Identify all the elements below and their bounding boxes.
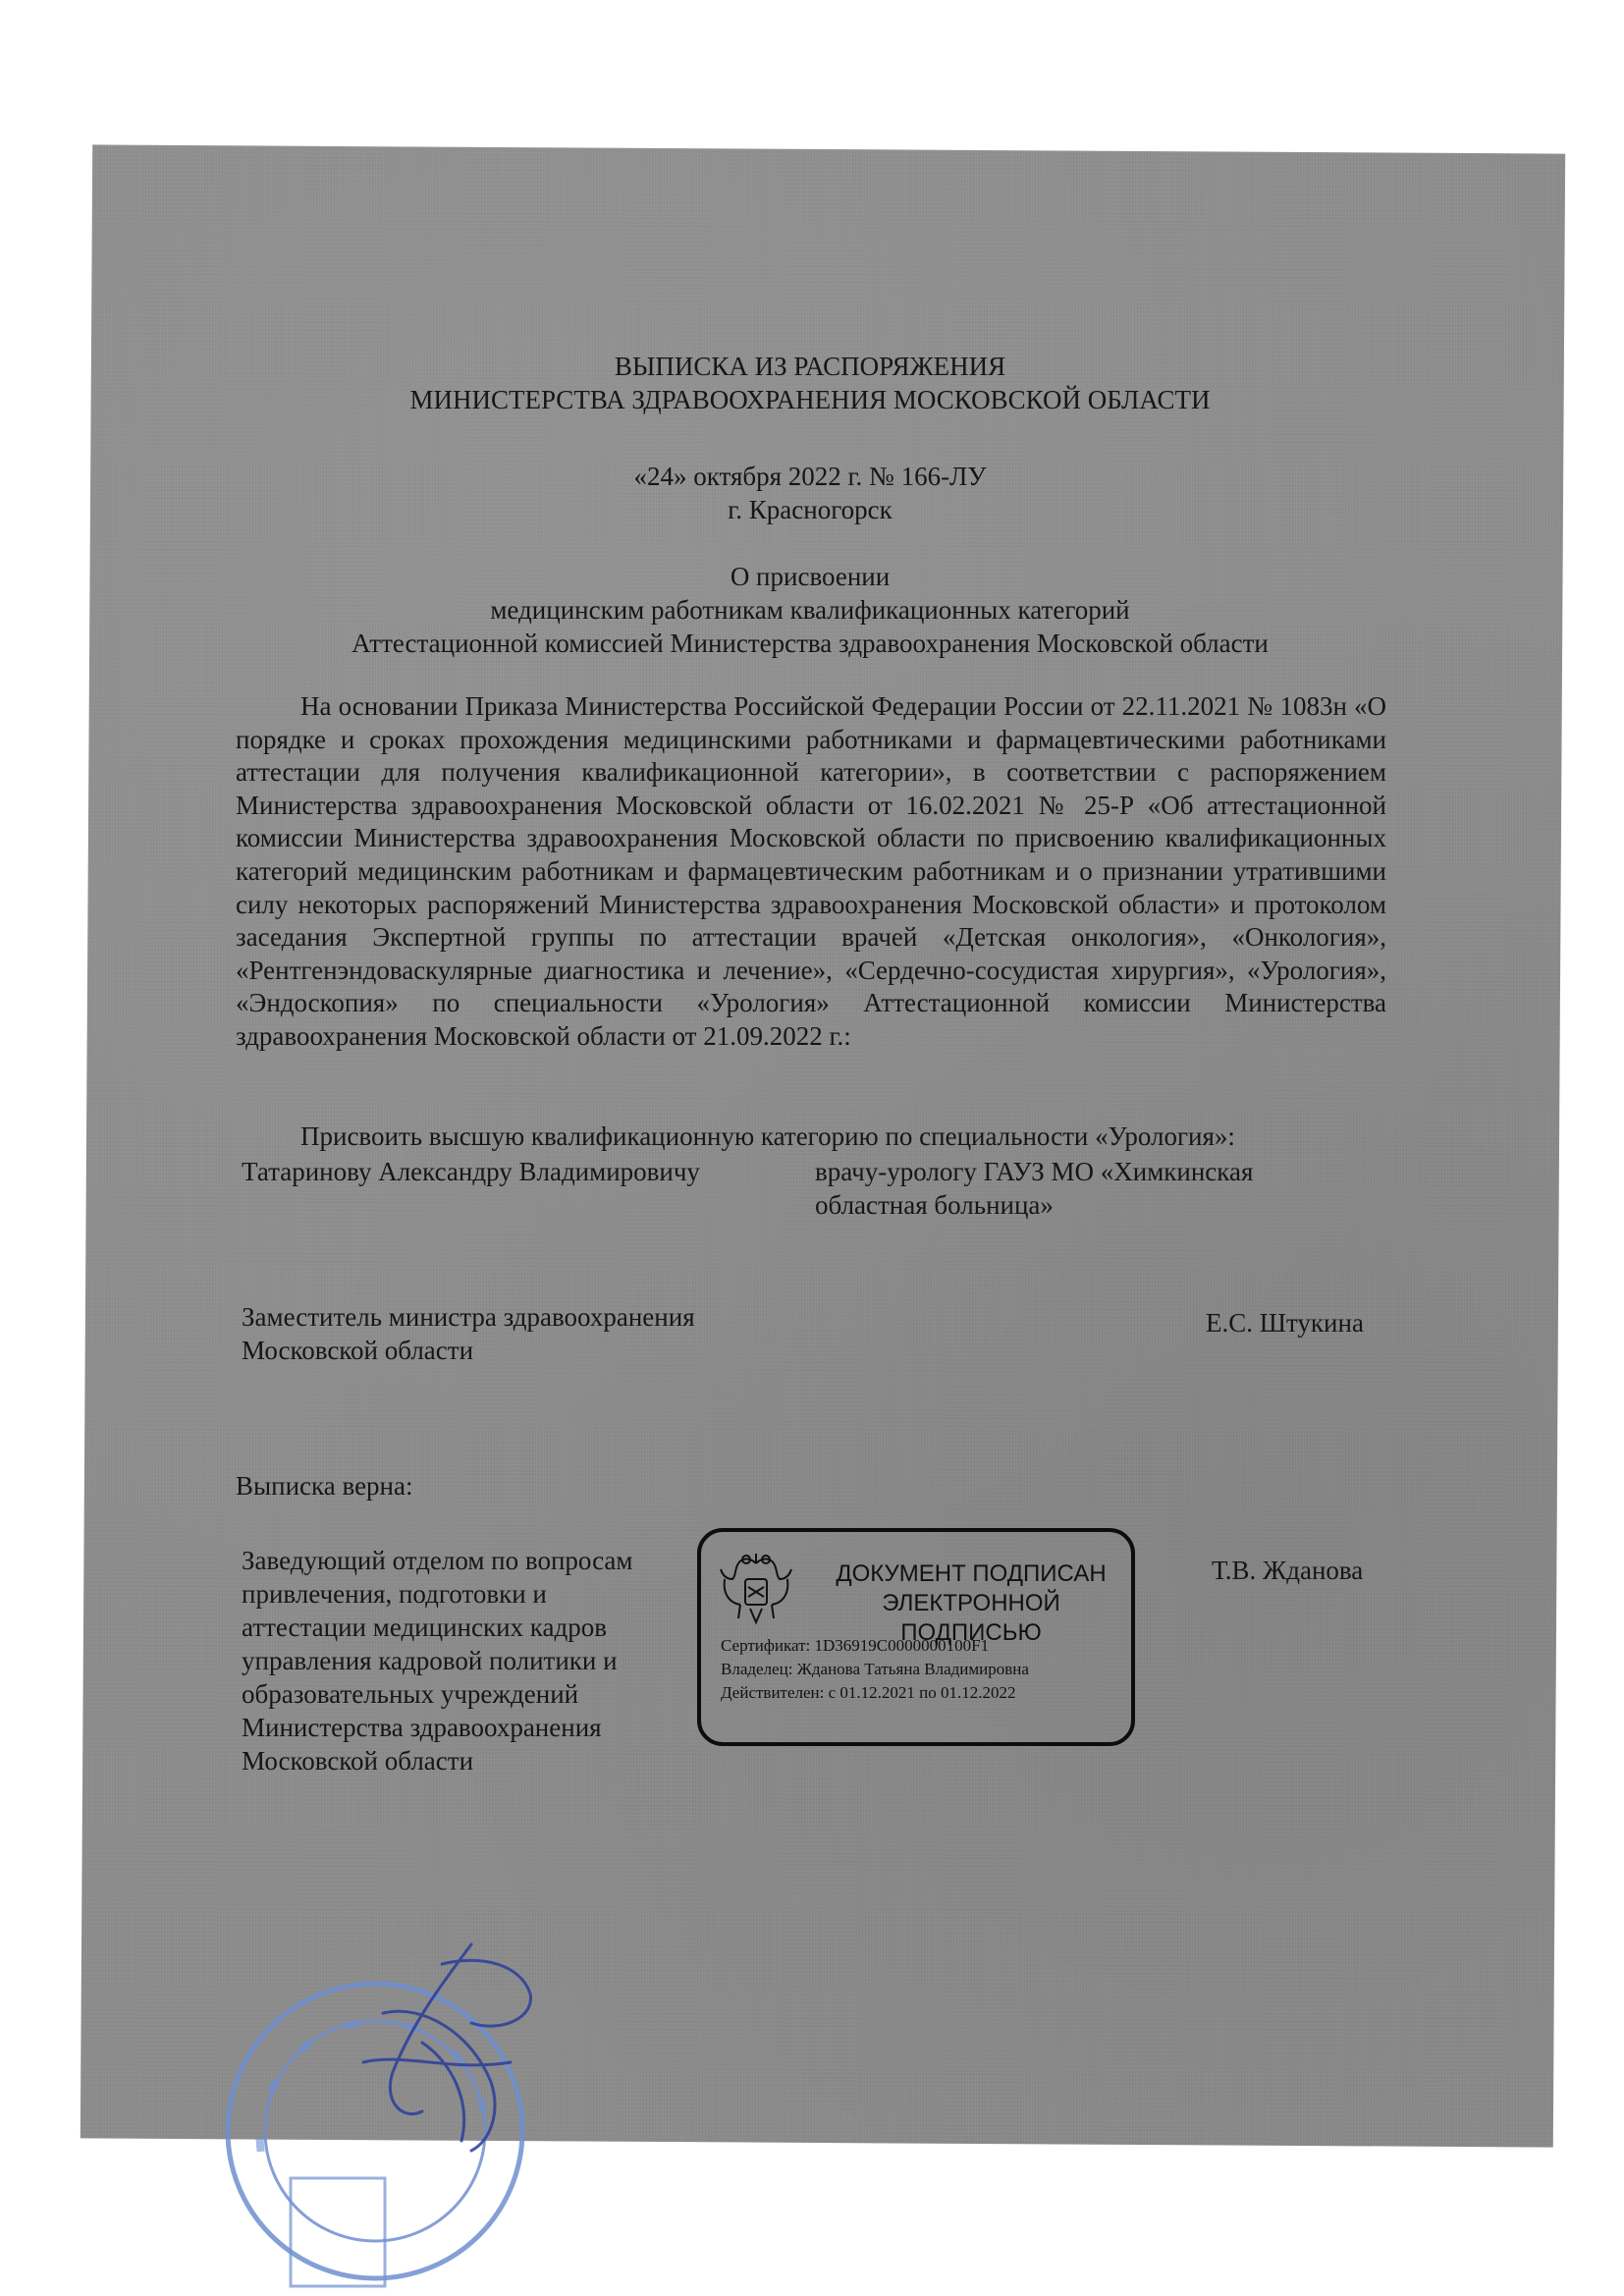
signatory-name: Е.С. Штукина	[1206, 1308, 1364, 1338]
subject-line2: медицинским работникам квалификационных категорий	[490, 595, 1130, 625]
stamp-owner: Владелец: Жданова Татьяна Владимировна	[721, 1660, 1029, 1678]
assignment-intro: Присвоить высшую квалификационную категорию по специальности «Урология»:	[300, 1121, 1235, 1151]
stamp-title	[809, 1559, 1133, 1648]
certifier-title-line7: Московской области	[242, 1746, 474, 1776]
body-paragraph-text: На основании Приказа Министерства Российской Федерации России от 22.11.2021 № 1083н «О порядке и сроках прохождения медицинскими работниками и фармацевтическими работниками аттестации для получения квалификационной категории», в соответствии с распоряжением Министерства здравоохранения Московской области от 16.02.2021 № 25-Р «Об аттестационной комиссии Министерства здравоохранения Московской области по присвоению квалификационных категорий медицинским работникам и фармацевтическим работникам и о признании утратившими силу некоторых распоряжений Министерства здравоохранения Московской области» и протоколом заседания Экспертной группы по аттестации врачей «Детская онкология», «Онкология», «Рентгенэндоваскулярные диагностика и лечение», «Сердечно-сосудистая хирургия», «Урология», «Эндоскопия» по специальности «Урология» Аттестационной комиссии Министерства здравоохранения Московской области от 21.09.2022 г.:	[236, 691, 1386, 1051]
certifier-title-line2: привлечения, подготовки и	[242, 1579, 547, 1609]
signatory-title-line2: Московской области	[242, 1336, 474, 1365]
certifier-title-line1: Заведующий отделом по вопросам	[242, 1546, 633, 1575]
handwritten-signature-icon	[324, 1925, 569, 2170]
doc-title-line1: ВЫПИСКА ИЗ РАСПОРЯЖЕНИЯ	[614, 352, 1006, 381]
certifier-title-line4: управления кадровой политики и	[242, 1646, 618, 1675]
coat-of-arms-icon	[715, 1550, 797, 1634]
signatory-title-line1: Заместитель министра здравоохранения	[242, 1302, 695, 1332]
certifier-title-line5: образовательных учреждений	[242, 1679, 579, 1709]
stamp-title-line2: ЭЛЕКТРОННОЙ ПОДПИСЬЮ	[882, 1590, 1060, 1646]
order-city: г. Красногорск	[728, 495, 893, 524]
doc-title-line2: МИНИСТЕРСТВА ЗДРАВООХРАНЕНИЯ МОСКОВСКОЙ ОБЛАСТИ	[409, 385, 1211, 414]
stamp-title-line1: ДОКУМЕНТ ПОДПИСАН	[836, 1560, 1107, 1587]
order-date-number: «24» октября 2022 г. № 166-ЛУ	[633, 462, 987, 491]
certifier-title-line6: Министерства здравоохранения	[242, 1713, 602, 1742]
assignee-position-line1: врачу-урологу ГАУЗ МО «Химкинская	[815, 1157, 1254, 1186]
stamp-certificate: Сертификат: 1D36919C0000000100F1	[721, 1636, 990, 1655]
assignee-position-line2: областная больница»	[815, 1190, 1054, 1220]
certifier-name: Т.В. Жданова	[1212, 1556, 1364, 1585]
certified-label: Выписка верна:	[236, 1471, 413, 1501]
certifier-title-line3: аттестации медицинских кадров	[242, 1613, 607, 1642]
subject-line1: О присвоении	[730, 562, 891, 591]
body-paragraph	[236, 690, 1386, 1054]
subject-line3: Аттестационной комиссией Министерства здравоохранения Московской области	[352, 629, 1269, 658]
stamp-validity: Действителен: с 01.12.2021 по 01.12.2022	[721, 1683, 1016, 1702]
e-signature-stamp	[697, 1528, 1135, 1746]
assignee-name: Татаринову Александру Владимировичу	[242, 1157, 700, 1186]
